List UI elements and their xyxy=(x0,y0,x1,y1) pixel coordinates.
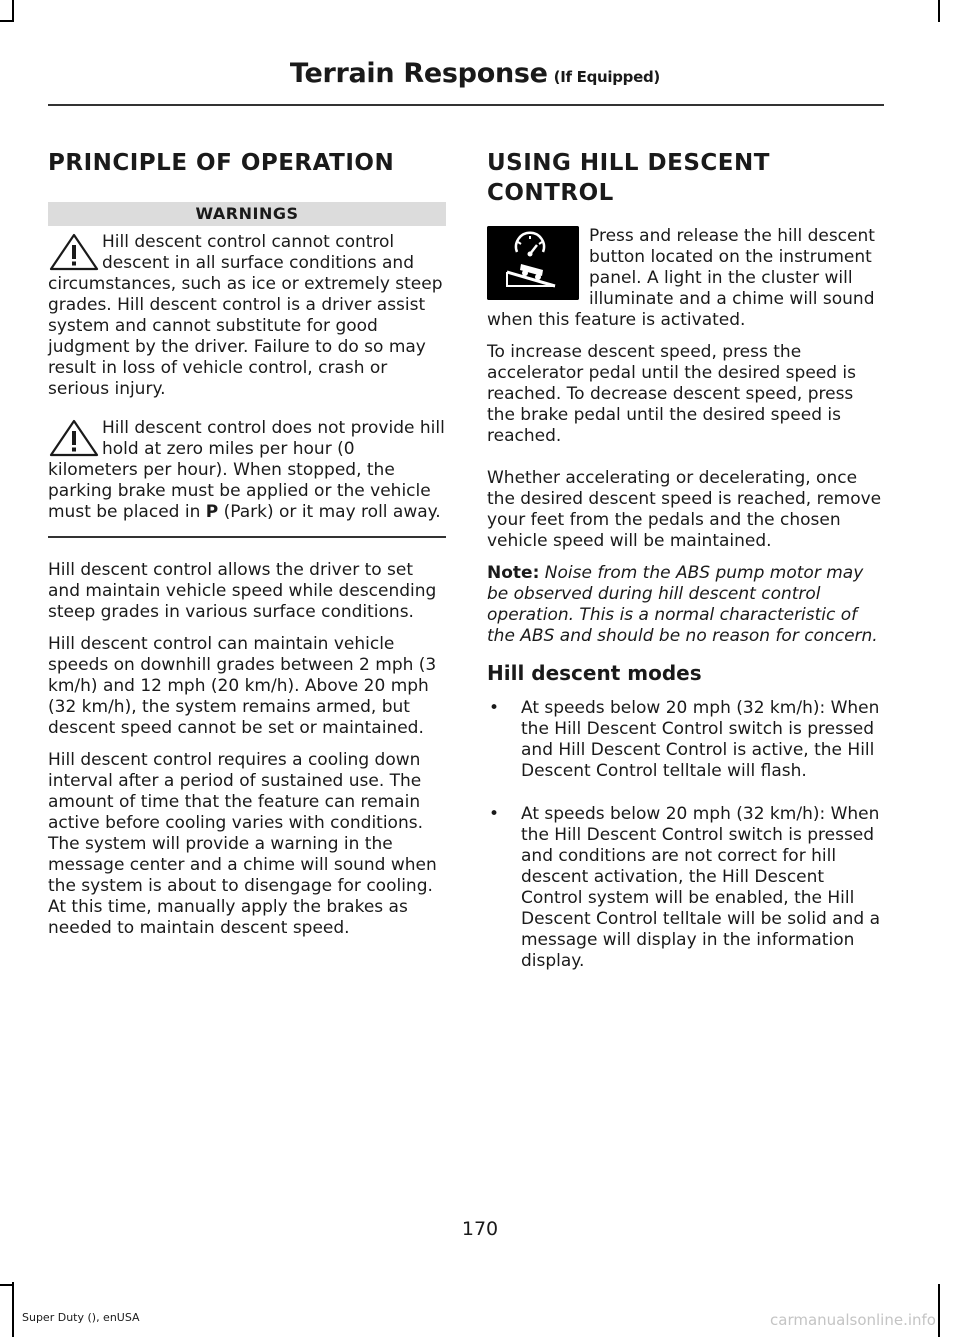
warning-2 xyxy=(48,418,446,523)
warning-2-text: Hill descent control does not provide hill hold at zero miles per hour (0 kilometers per hour). When stopped, the parking brake must be applied or the vehicle must be placed in P (Park) or it may roll away. xyxy=(48,418,445,522)
warning-triangle-icon xyxy=(48,232,100,272)
crop-mark-bottom-right-v xyxy=(938,1284,940,1337)
left-column xyxy=(48,140,446,939)
bullet-symbol: • xyxy=(489,698,500,718)
hill-descent-modes-heading: Hill descent modes xyxy=(487,661,702,685)
right-column xyxy=(487,140,885,972)
watermark: carmanualsonline.info xyxy=(770,1311,936,1329)
hdc-button-paragraph: Press and release the hill descent button located on the instrument panel. A light in the cluster will illuminate and a chime will sound when this feature is activated. xyxy=(487,226,875,330)
header-title-text: Terrain Response xyxy=(289,58,548,89)
warnings-bar: WARNINGS xyxy=(48,202,446,226)
abs-note: Note: Noise from the ABS pump motor may be observed during hill descent control operation. This is a normal characteristic of the ABS and should be no reason for concern. xyxy=(487,563,878,646)
crop-mark-bottom-left-h xyxy=(0,1284,14,1286)
crop-mark-bottom-left-v xyxy=(12,1282,14,1337)
header-qualifier: (If Equipped) xyxy=(553,68,660,86)
bullet-text: At speeds below 20 mph (32 km/h): When the Hill Descent Control switch is pressed and conditions are not correct for hill descent activation, the Hill Descent Control system will be enabled, the Hill Descent Control telltale will be solid and a message will display in the information display. xyxy=(521,804,880,971)
list-item xyxy=(487,698,885,782)
crop-mark-top-right-v xyxy=(938,0,940,22)
speed-range-paragraph: Hill descent control can maintain vehicle speeds on downhill grades between 2 mph (3 km/h) and 12 mph (20 km/h). Above 20 mph (32 km/h), the system remains armed, but descent speed cannot be set or maintained. xyxy=(48,633,437,738)
page-header-title xyxy=(290,58,660,89)
warnings-end-rule xyxy=(48,536,446,538)
page-number: 170 xyxy=(461,1218,499,1240)
cooling-paragraph: Hill descent control requires a cooling down interval after a period of sustained use. The amount of time that the feature can remain active before cooling varies with conditions. The system will provide a warning in the message center and a chime will sound when the system is about to disengage for cooling. At this time, manually apply the brakes as needed to maintain descent speed. xyxy=(48,749,437,938)
warning-triangle-icon xyxy=(48,418,100,458)
maintain-speed-paragraph: Whether accelerating or decelerating, once the desired descent speed is reached, remove your feet from the pedals and the chosen vehicle speed will be maintained. xyxy=(487,468,882,551)
warning-1-text: Hill descent control cannot control descent in all surface conditions and circumstances, such as ice or extremely steep grades. Hill descent control is a driver assist system and cannot substitute for good judgment by the driver. Failure to do so may result in loss of vehicle control, crash or serious injury. xyxy=(48,232,443,399)
crop-mark-top-left-h xyxy=(0,20,14,22)
adjust-speed-paragraph: To increase descent speed, press the accelerator pedal until the desired speed is reached. To decrease descent speed, press the brake pedal until the desired speed is reached. xyxy=(487,342,857,446)
warning-1 xyxy=(48,232,446,400)
header-rule xyxy=(48,104,884,106)
bullet-symbol: • xyxy=(489,804,500,824)
footer-text: Super Duty (), enUSA xyxy=(22,1311,140,1324)
hill-descent-icon xyxy=(487,226,579,300)
intro-paragraph: Hill descent control allows the driver to set and maintain vehicle speed while descending steep grades in various surface conditions. xyxy=(48,559,437,622)
hdc-button-paragraph-block xyxy=(487,226,885,331)
bullet-text: At speeds below 20 mph (32 km/h): When the Hill Descent Control switch is pressed and Hill Descent Control is active, the Hill Descent Control telltale will flash. xyxy=(521,698,880,781)
list-item xyxy=(487,804,885,972)
principle-heading: PRINCIPLE OF OPERATION xyxy=(48,150,395,176)
crop-mark-top-left-v xyxy=(12,0,14,22)
using-hdc-heading: USING HILL DESCENT CONTROL xyxy=(487,150,770,206)
